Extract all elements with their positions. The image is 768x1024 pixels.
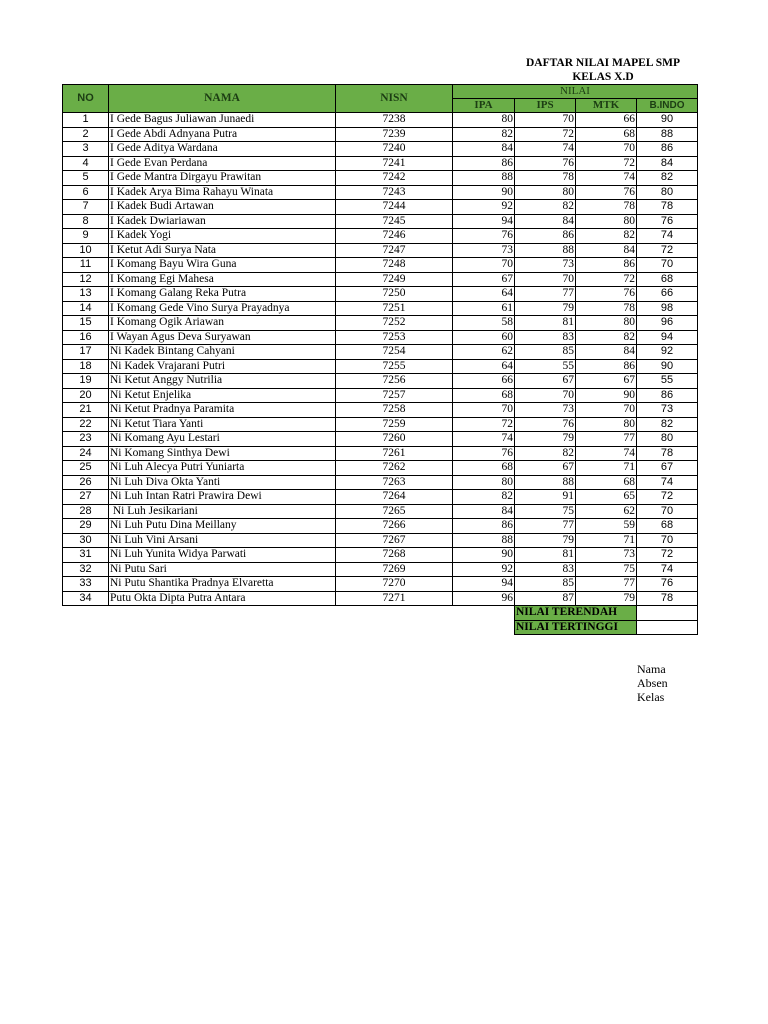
- row-nama[interactable]: I Gede Mantra Dirgayu Prawitan: [109, 171, 336, 186]
- row-nama[interactable]: Putu Okta Dipta Putra Antara: [109, 591, 336, 606]
- row-nama[interactable]: Ni Luh Diva Okta Yanti: [109, 475, 336, 490]
- row-mtk[interactable]: 78: [576, 200, 637, 215]
- row-mtk[interactable]: 74: [576, 446, 637, 461]
- row-nisn[interactable]: 7254: [336, 345, 453, 360]
- row-nisn[interactable]: 7239: [336, 127, 453, 142]
- row-mtk[interactable]: 62: [576, 504, 637, 519]
- row-mtk[interactable]: 68: [576, 127, 637, 142]
- row-mtk[interactable]: 82: [576, 229, 637, 244]
- table-row: [63, 229, 698, 244]
- row-no[interactable]: 14: [63, 301, 109, 316]
- row-no[interactable]: 1: [63, 113, 109, 128]
- row-nisn[interactable]: 7263: [336, 475, 453, 490]
- table-row: [63, 345, 698, 360]
- table-row: [63, 272, 698, 287]
- row-ipa[interactable]: 68: [453, 461, 515, 476]
- row-mtk[interactable]: 73: [576, 548, 637, 563]
- row-no[interactable]: 10: [63, 243, 109, 258]
- row-nama[interactable]: I Kadek Arya Bima Rahayu Winata: [109, 185, 336, 200]
- row-nisn[interactable]: 7268: [336, 548, 453, 563]
- row-ips[interactable]: 80: [515, 185, 576, 200]
- row-ipa[interactable]: 90: [453, 185, 515, 200]
- row-no[interactable]: 6: [63, 185, 109, 200]
- signature-kelas: Kelas: [637, 690, 665, 704]
- row-ipa[interactable]: 84: [453, 142, 515, 157]
- row-ipa[interactable]: 94: [453, 214, 515, 229]
- row-nisn[interactable]: 7267: [336, 533, 453, 548]
- row-ipa[interactable]: 82: [453, 127, 515, 142]
- row-nisn[interactable]: 7262: [336, 461, 453, 476]
- row-ipa[interactable]: 74: [453, 432, 515, 447]
- row-mtk[interactable]: 78: [576, 301, 637, 316]
- row-nisn[interactable]: 7271: [336, 591, 453, 606]
- row-ips[interactable]: 78: [515, 171, 576, 186]
- row-ips[interactable]: 83: [515, 562, 576, 577]
- row-bindo[interactable]: 73: [637, 403, 698, 418]
- row-nama[interactable]: Ni Komang Sinthya Dewi: [109, 446, 336, 461]
- row-bindo[interactable]: 70: [637, 258, 698, 273]
- row-bindo[interactable]: 82: [637, 417, 698, 432]
- row-ipa[interactable]: 72: [453, 417, 515, 432]
- row-nisn[interactable]: 7270: [336, 577, 453, 592]
- row-bindo[interactable]: 98: [637, 301, 698, 316]
- row-ips[interactable]: 85: [515, 345, 576, 360]
- row-nisn[interactable]: 7258: [336, 403, 453, 418]
- row-mtk[interactable]: 84: [576, 345, 637, 360]
- row-ips[interactable]: 85: [515, 577, 576, 592]
- row-nama[interactable]: Ni Ketut Enjelika: [109, 388, 336, 403]
- table-row: [63, 504, 698, 519]
- table-row: [63, 142, 698, 157]
- row-no[interactable]: 13: [63, 287, 109, 302]
- row-no[interactable]: 9: [63, 229, 109, 244]
- lowest-score-cell[interactable]: [637, 606, 698, 621]
- table-row: [63, 171, 698, 186]
- row-nama[interactable]: Ni Kadek Vrajarani Putri: [109, 359, 336, 374]
- row-bindo[interactable]: 74: [637, 229, 698, 244]
- row-bindo[interactable]: 88: [637, 127, 698, 142]
- row-ipa[interactable]: 73: [453, 243, 515, 258]
- row-no[interactable]: 4: [63, 156, 109, 171]
- row-mtk[interactable]: 71: [576, 533, 637, 548]
- row-bindo[interactable]: 74: [637, 562, 698, 577]
- row-nama[interactable]: I Komang Galang Reka Putra: [109, 287, 336, 302]
- row-no[interactable]: 21: [63, 403, 109, 418]
- row-mtk[interactable]: 86: [576, 359, 637, 374]
- header-ips: IPS: [515, 99, 576, 113]
- table-row: [63, 330, 698, 345]
- row-ipa[interactable]: 88: [453, 171, 515, 186]
- grades-body: [63, 113, 698, 606]
- row-nama[interactable]: I Ketut Adi Surya Nata: [109, 243, 336, 258]
- row-ipa[interactable]: 61: [453, 301, 515, 316]
- row-bindo[interactable]: 70: [637, 533, 698, 548]
- row-bindo[interactable]: 68: [637, 519, 698, 534]
- row-nama[interactable]: I Gede Evan Perdana: [109, 156, 336, 171]
- row-nama[interactable]: Ni Komang Ayu Lestari: [109, 432, 336, 447]
- row-no[interactable]: 8: [63, 214, 109, 229]
- row-mtk[interactable]: 70: [576, 142, 637, 157]
- row-nisn[interactable]: 7257: [336, 388, 453, 403]
- row-bindo[interactable]: 76: [637, 577, 698, 592]
- row-ips[interactable]: 70: [515, 388, 576, 403]
- row-no[interactable]: 31: [63, 548, 109, 563]
- highest-score-label: NILAI TERTINGGI: [515, 620, 637, 635]
- row-nama[interactable]: Ni Luh Jesikariani: [109, 504, 336, 519]
- row-ips[interactable]: 70: [515, 113, 576, 128]
- table-row: [63, 461, 698, 476]
- table-row: [63, 359, 698, 374]
- row-ips[interactable]: 84: [515, 214, 576, 229]
- row-mtk[interactable]: 72: [576, 156, 637, 171]
- table-row: [63, 403, 698, 418]
- row-ips[interactable]: 76: [515, 156, 576, 171]
- table-row: [63, 562, 698, 577]
- row-nama[interactable]: I Komang Ogik Ariawan: [109, 316, 336, 331]
- header-mtk: MTK: [576, 99, 637, 113]
- row-bindo[interactable]: 90: [637, 359, 698, 374]
- row-no[interactable]: 3: [63, 142, 109, 157]
- table-row: [63, 548, 698, 563]
- row-mtk[interactable]: 76: [576, 287, 637, 302]
- row-ipa[interactable]: 88: [453, 533, 515, 548]
- row-ips[interactable]: 87: [515, 591, 576, 606]
- table-row: [63, 519, 698, 534]
- sheet-title: DAFTAR NILAI MAPEL SMP: [525, 57, 681, 69]
- row-no[interactable]: 29: [63, 519, 109, 534]
- table-row: [63, 113, 698, 128]
- row-no[interactable]: 25: [63, 461, 109, 476]
- row-nisn[interactable]: 7245: [336, 214, 453, 229]
- row-mtk[interactable]: 77: [576, 577, 637, 592]
- table-row: [63, 388, 698, 403]
- row-ipa[interactable]: 67: [453, 272, 515, 287]
- table-row: [63, 432, 698, 447]
- row-ips[interactable]: 67: [515, 461, 576, 476]
- row-bindo[interactable]: 82: [637, 171, 698, 186]
- row-ips[interactable]: 79: [515, 533, 576, 548]
- row-ips[interactable]: 67: [515, 374, 576, 389]
- row-no[interactable]: 20: [63, 388, 109, 403]
- row-bindo[interactable]: 72: [637, 490, 698, 505]
- row-bindo[interactable]: 86: [637, 388, 698, 403]
- row-bindo[interactable]: 86: [637, 142, 698, 157]
- row-ipa[interactable]: 76: [453, 446, 515, 461]
- row-ipa[interactable]: 64: [453, 359, 515, 374]
- row-ipa[interactable]: 82: [453, 490, 515, 505]
- row-nama[interactable]: Ni Putu Shantika Pradnya Elvaretta: [109, 577, 336, 592]
- row-mtk[interactable]: 75: [576, 562, 637, 577]
- row-no[interactable]: 12: [63, 272, 109, 287]
- row-mtk[interactable]: 72: [576, 272, 637, 287]
- row-no[interactable]: 7: [63, 200, 109, 215]
- row-nisn[interactable]: 7266: [336, 519, 453, 534]
- row-no[interactable]: 27: [63, 490, 109, 505]
- row-ips[interactable]: 72: [515, 127, 576, 142]
- row-bindo[interactable]: 72: [637, 243, 698, 258]
- table-row: [63, 156, 698, 171]
- row-nama[interactable]: I Komang Egi Mahesa: [109, 272, 336, 287]
- row-mtk[interactable]: 68: [576, 475, 637, 490]
- row-ipa[interactable]: 94: [453, 577, 515, 592]
- table-row: [63, 316, 698, 331]
- row-ipa[interactable]: 68: [453, 388, 515, 403]
- row-bindo[interactable]: 96: [637, 316, 698, 331]
- row-nisn[interactable]: 7241: [336, 156, 453, 171]
- row-ips[interactable]: 91: [515, 490, 576, 505]
- row-nama[interactable]: I Komang Gede Vino Surya Prayadnya: [109, 301, 336, 316]
- row-ips[interactable]: 79: [515, 432, 576, 447]
- row-mtk[interactable]: 74: [576, 171, 637, 186]
- row-bindo[interactable]: 80: [637, 185, 698, 200]
- row-nisn[interactable]: 7244: [336, 200, 453, 215]
- row-ips[interactable]: 73: [515, 403, 576, 418]
- row-mtk[interactable]: 84: [576, 243, 637, 258]
- row-nisn[interactable]: 7256: [336, 374, 453, 389]
- row-mtk[interactable]: 82: [576, 330, 637, 345]
- row-bindo[interactable]: 94: [637, 330, 698, 345]
- row-ipa[interactable]: 58: [453, 316, 515, 331]
- row-mtk[interactable]: 66: [576, 113, 637, 128]
- table-row: [63, 185, 698, 200]
- row-bindo[interactable]: 78: [637, 200, 698, 215]
- row-nisn[interactable]: 7250: [336, 287, 453, 302]
- row-ipa[interactable]: 90: [453, 548, 515, 563]
- signature-absen: Absen: [637, 676, 668, 690]
- table-row: [63, 591, 698, 606]
- row-mtk[interactable]: 65: [576, 490, 637, 505]
- row-bindo[interactable]: 76: [637, 214, 698, 229]
- table-row: [63, 243, 698, 258]
- row-nama[interactable]: I Komang Bayu Wira Guna: [109, 258, 336, 273]
- row-ips[interactable]: 77: [515, 287, 576, 302]
- row-mtk[interactable]: 67: [576, 374, 637, 389]
- row-nama[interactable]: I Kadek Yogi: [109, 229, 336, 244]
- table-row: [63, 374, 698, 389]
- header-nisn: NISN: [336, 85, 453, 113]
- row-ipa[interactable]: 66: [453, 374, 515, 389]
- row-no[interactable]: 19: [63, 374, 109, 389]
- row-no[interactable]: 22: [63, 417, 109, 432]
- row-nisn[interactable]: 7238: [336, 113, 453, 128]
- row-bindo[interactable]: 67: [637, 461, 698, 476]
- row-nisn[interactable]: 7242: [336, 171, 453, 186]
- row-ips[interactable]: 73: [515, 258, 576, 273]
- row-nisn[interactable]: 7261: [336, 446, 453, 461]
- row-nisn[interactable]: 7246: [336, 229, 453, 244]
- row-ips[interactable]: 75: [515, 504, 576, 519]
- table-row: [63, 214, 698, 229]
- row-nama[interactable]: Ni Luh Yunita Widya Parwati: [109, 548, 336, 563]
- row-ips[interactable]: 86: [515, 229, 576, 244]
- row-bindo[interactable]: 84: [637, 156, 698, 171]
- row-no[interactable]: 5: [63, 171, 109, 186]
- table-row: [63, 417, 698, 432]
- table-row: [63, 258, 698, 273]
- row-mtk[interactable]: 90: [576, 388, 637, 403]
- signature-nama: Nama: [637, 662, 666, 676]
- row-nama[interactable]: Ni Luh Vini Arsani: [109, 533, 336, 548]
- row-no[interactable]: 17: [63, 345, 109, 360]
- row-no[interactable]: 18: [63, 359, 109, 374]
- row-no[interactable]: 24: [63, 446, 109, 461]
- row-ips[interactable]: 76: [515, 417, 576, 432]
- row-nama[interactable]: Ni Kadek Bintang Cahyani: [109, 345, 336, 360]
- row-no[interactable]: 11: [63, 258, 109, 273]
- row-no[interactable]: 23: [63, 432, 109, 447]
- row-ips[interactable]: 81: [515, 548, 576, 563]
- row-nisn[interactable]: 7251: [336, 301, 453, 316]
- table-row: [63, 301, 698, 316]
- row-no[interactable]: 30: [63, 533, 109, 548]
- row-ips[interactable]: 77: [515, 519, 576, 534]
- row-nisn[interactable]: 7269: [336, 562, 453, 577]
- row-nisn[interactable]: 7265: [336, 504, 453, 519]
- header-bindo: B.INDO: [637, 99, 698, 113]
- row-bindo[interactable]: 92: [637, 345, 698, 360]
- row-ipa[interactable]: 80: [453, 475, 515, 490]
- row-no[interactable]: 16: [63, 330, 109, 345]
- row-ipa[interactable]: 92: [453, 562, 515, 577]
- row-ips[interactable]: 55: [515, 359, 576, 374]
- row-ipa[interactable]: 84: [453, 504, 515, 519]
- row-ipa[interactable]: 60: [453, 330, 515, 345]
- row-bindo[interactable]: 78: [637, 446, 698, 461]
- row-mtk[interactable]: 80: [576, 417, 637, 432]
- row-ipa[interactable]: 80: [453, 113, 515, 128]
- row-no[interactable]: 26: [63, 475, 109, 490]
- row-mtk[interactable]: 86: [576, 258, 637, 273]
- row-ips[interactable]: 81: [515, 316, 576, 331]
- header-nama: NAMA: [109, 85, 336, 113]
- grades-table: [62, 84, 698, 635]
- row-ipa[interactable]: 70: [453, 258, 515, 273]
- row-nama[interactable]: Ni Putu Sari: [109, 562, 336, 577]
- row-no[interactable]: 15: [63, 316, 109, 331]
- table-row: [63, 577, 698, 592]
- row-nama[interactable]: Ni Luh Intan Ratri Prawira Dewi: [109, 490, 336, 505]
- row-nisn[interactable]: 7248: [336, 258, 453, 273]
- row-nama[interactable]: I Wayan Agus Deva Suryawan: [109, 330, 336, 345]
- highest-score-cell[interactable]: [637, 620, 698, 635]
- table-row: [63, 490, 698, 505]
- row-no[interactable]: 33: [63, 577, 109, 592]
- row-nisn[interactable]: 7255: [336, 359, 453, 374]
- row-bindo[interactable]: 66: [637, 287, 698, 302]
- table-row: [63, 533, 698, 548]
- table-row: [63, 127, 698, 142]
- row-mtk[interactable]: 77: [576, 432, 637, 447]
- header-ipa: IPA: [453, 99, 515, 113]
- row-nama[interactable]: Ni Ketut Pradnya Paramita: [109, 403, 336, 418]
- row-ipa[interactable]: 64: [453, 287, 515, 302]
- row-ipa[interactable]: 76: [453, 229, 515, 244]
- row-mtk[interactable]: 80: [576, 214, 637, 229]
- row-ips[interactable]: 82: [515, 200, 576, 215]
- header-nilai: NILAI: [453, 85, 698, 99]
- row-bindo[interactable]: 70: [637, 504, 698, 519]
- row-ipa[interactable]: 70: [453, 403, 515, 418]
- lowest-score-label: NILAI TERENDAH: [515, 606, 637, 621]
- row-nisn[interactable]: 7247: [336, 243, 453, 258]
- row-ipa[interactable]: 62: [453, 345, 515, 360]
- row-ipa[interactable]: 92: [453, 200, 515, 215]
- row-ips[interactable]: 88: [515, 475, 576, 490]
- table-row: [63, 200, 698, 215]
- row-ipa[interactable]: 86: [453, 519, 515, 534]
- row-bindo[interactable]: 55: [637, 374, 698, 389]
- row-ips[interactable]: 88: [515, 243, 576, 258]
- row-mtk[interactable]: 80: [576, 316, 637, 331]
- row-nama[interactable]: I Gede Aditya Wardana: [109, 142, 336, 157]
- row-nama[interactable]: I Kadek Dwiariawan: [109, 214, 336, 229]
- row-no[interactable]: 2: [63, 127, 109, 142]
- row-nama[interactable]: I Gede Bagus Juliawan Junaedi: [109, 113, 336, 128]
- row-bindo[interactable]: 68: [637, 272, 698, 287]
- row-nisn[interactable]: 7249: [336, 272, 453, 287]
- row-ips[interactable]: 74: [515, 142, 576, 157]
- row-bindo[interactable]: 80: [637, 432, 698, 447]
- row-nisn[interactable]: 7243: [336, 185, 453, 200]
- row-bindo[interactable]: 72: [637, 548, 698, 563]
- row-mtk[interactable]: 59: [576, 519, 637, 534]
- row-nama[interactable]: Ni Luh Putu Dina Meillany: [109, 519, 336, 534]
- row-nisn[interactable]: 7253: [336, 330, 453, 345]
- row-mtk[interactable]: 79: [576, 591, 637, 606]
- row-nisn[interactable]: 7252: [336, 316, 453, 331]
- row-nama[interactable]: I Gede Abdi Adnyana Putra: [109, 127, 336, 142]
- row-ips[interactable]: 79: [515, 301, 576, 316]
- row-ips[interactable]: 70: [515, 272, 576, 287]
- row-nisn[interactable]: 7259: [336, 417, 453, 432]
- table-row: [63, 287, 698, 302]
- sheet-subtitle: KELAS X.D: [572, 71, 634, 83]
- row-nama[interactable]: Ni Ketut Anggy Nutrilia: [109, 374, 336, 389]
- table-row: [63, 475, 698, 490]
- header-no: NO: [63, 85, 109, 113]
- row-no[interactable]: 32: [63, 562, 109, 577]
- row-nama[interactable]: Ni Ketut Tiara Yanti: [109, 417, 336, 432]
- row-nisn[interactable]: 7264: [336, 490, 453, 505]
- row-nisn[interactable]: 7240: [336, 142, 453, 157]
- row-mtk[interactable]: 71: [576, 461, 637, 476]
- row-bindo[interactable]: 90: [637, 113, 698, 128]
- row-nama[interactable]: I Kadek Budi Artawan: [109, 200, 336, 215]
- row-no[interactable]: 34: [63, 591, 109, 606]
- row-nisn[interactable]: 7260: [336, 432, 453, 447]
- row-mtk[interactable]: 70: [576, 403, 637, 418]
- table-row: [63, 446, 698, 461]
- row-ips[interactable]: 82: [515, 446, 576, 461]
- row-ipa[interactable]: 96: [453, 591, 515, 606]
- row-ipa[interactable]: 86: [453, 156, 515, 171]
- row-nama[interactable]: Ni Luh Alecya Putri Yuniarta: [109, 461, 336, 476]
- row-mtk[interactable]: 76: [576, 185, 637, 200]
- row-no[interactable]: 28: [63, 504, 109, 519]
- row-bindo[interactable]: 74: [637, 475, 698, 490]
- row-ips[interactable]: 83: [515, 330, 576, 345]
- row-bindo[interactable]: 78: [637, 591, 698, 606]
